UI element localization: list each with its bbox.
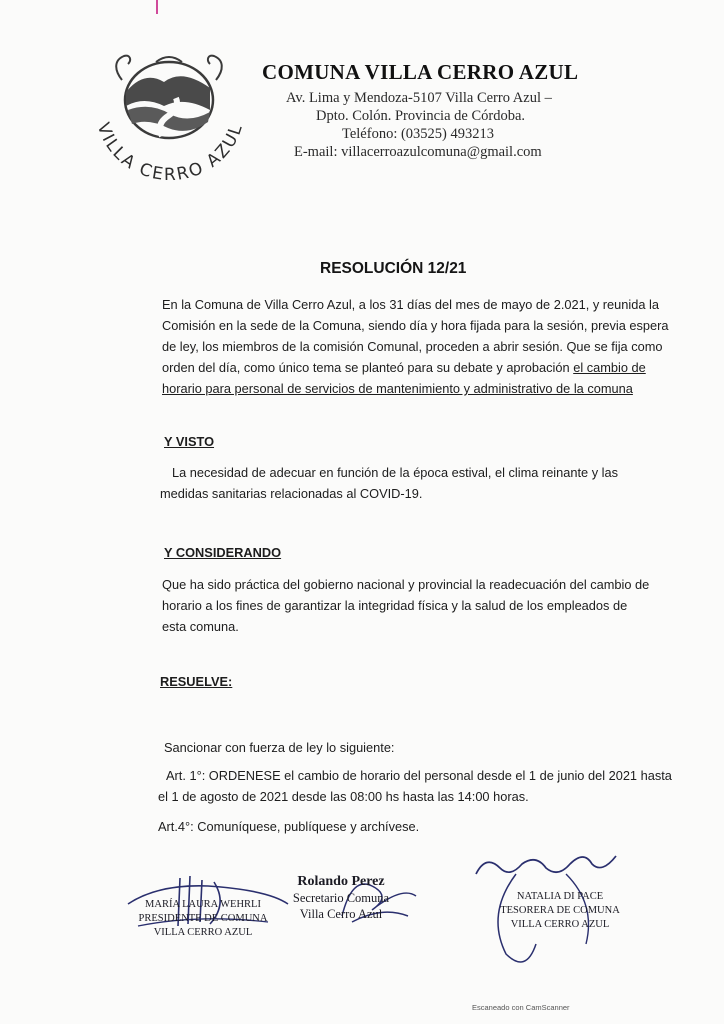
signer-place: VILLA CERRO AZUL [153, 927, 253, 938]
signer-role: Secretario Comuna [292, 891, 390, 905]
letterhead [258, 60, 618, 161]
address-line-1: Av. Lima y Mendoza-5107 Villa Cerro Azul – [286, 90, 552, 106]
scan-edge-mark [156, 0, 158, 14]
signature-block-secretary [276, 874, 406, 922]
considerando-heading: Y CONSIDERANDO [164, 545, 282, 560]
signature-block-treasurer [480, 890, 640, 932]
signer-role: TESORERA DE COMUNA [500, 905, 620, 916]
signer-name: NATALIA DI PACE [516, 891, 604, 902]
signer-place: Villa Cerro Azul [299, 907, 383, 921]
address-line-2: Dpto. Colón. Provincia de Córdoba. [316, 108, 526, 124]
scanner-watermark: Escaneado con CamScanner [472, 1003, 570, 1012]
signature-block-president [118, 898, 288, 940]
signer-role: PRESIDENTE DE COMUNA [138, 913, 268, 924]
considerando-paragraph: Que ha sido práctica del gobierno nacional y provincial la readecuación del cambio de horario a los fines de garantizar la integridad física y la salud de los empleados de esta comuna. [162, 577, 650, 634]
sanction-line: Sancionar con fuerza de ley lo siguiente: [164, 740, 395, 755]
article-4: Art.4°: Comuníquese, publíquese y archívese. [158, 819, 420, 834]
signer-name: Rolando Perez [297, 874, 385, 889]
villa-cerro-azul-logo [84, 40, 254, 180]
visto-paragraph: La necesidad de adecuar en función de la época estival, el clima reinante y las medidas sanitarias relacionadas al COVID-19. [160, 465, 619, 501]
visto-heading: Y VISTO [164, 434, 215, 449]
email-line: E-mail: villacerroazulcomuna@gmail.com [294, 144, 542, 160]
logo-arc-text: VILLA CERRO AZUL [92, 120, 248, 180]
org-name: COMUNA VILLA CERRO AZUL [262, 60, 579, 84]
intro-text: En la Comuna de Villa Cerro Azul, a los 31 días del mes de mayo de 2.021, y reunida la Comisión en la sede de la Comuna, siendo día y hora fijada para la sesión, previa espera de ley, los miembros de la comisión Comunal, proceden a abrir sesión. Que se fija como orden del día, como único tema se planteó para su debate y aprobación [162, 297, 669, 375]
phone-line: Teléfono: (03525) 493213 [342, 126, 495, 142]
signer-place: VILLA CERRO AZUL [510, 919, 610, 930]
article-1: Art. 1°: ORDENESE el cambio de horario del personal desde el 1 de junio del 2021 hasta el 1 de agosto de 2021 desde las 08:00 hs hasta las 14:00 horas. [158, 768, 672, 804]
resuelve-heading: RESUELVE: [160, 674, 233, 689]
signer-name: MARÍA LAURA WEHRLI [145, 899, 261, 910]
intro-paragraph [162, 294, 674, 399]
document-title: RESOLUCIÓN 12/21 [320, 260, 467, 277]
intro-underlined-topic: el cambio de horario para personal de servicios de mantenimiento y administrativo de la comuna [162, 360, 646, 396]
